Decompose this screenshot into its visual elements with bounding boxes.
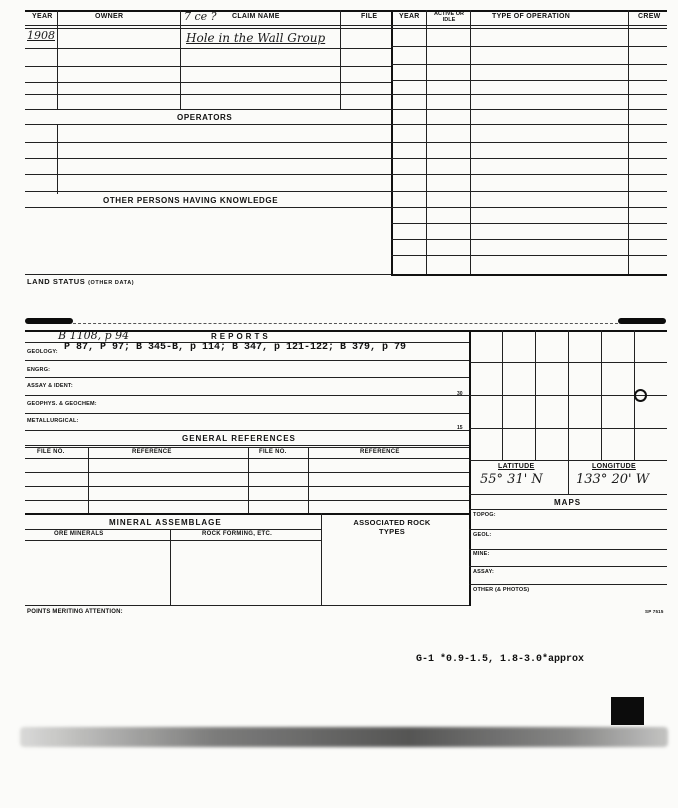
maps-geol: GEOL: xyxy=(473,532,492,538)
tick-30: 30 xyxy=(457,391,463,397)
land-status-sub: (OTHER DATA) xyxy=(88,280,135,286)
geology-label: GEOLOGY: xyxy=(27,349,58,355)
associated-rock-types-title: ASSOCIATED ROCK TYPES xyxy=(353,518,431,536)
maps-assay: ASSAY: xyxy=(473,569,495,575)
ops-crew-header: CREW xyxy=(638,13,661,20)
maps-mine: MINE: xyxy=(473,551,490,557)
metallurgical-label: METALLURGICAL: xyxy=(27,418,79,424)
tick-15: 15 xyxy=(457,425,463,431)
ore-minerals-header: ORE MINERALS xyxy=(54,531,104,537)
longitude-value: 133° 20' W xyxy=(576,472,650,487)
handwritten-year: 1908 xyxy=(27,29,55,42)
scan-black-square xyxy=(611,697,644,725)
ops-type-operation-header: TYPE OF OPERATION xyxy=(492,13,571,20)
assay-ident-label: ASSAY & IDENT: xyxy=(27,383,73,389)
col-owner-header: OWNER xyxy=(95,13,124,20)
land-status-label: LAND STATUS xyxy=(27,277,86,286)
geology-value: P 87, P 97; B 345-B, p 114; B 347, p 121-122; B 379, p 79 xyxy=(64,342,407,353)
land-status-heading xyxy=(27,277,134,286)
maps-title: MAPS xyxy=(554,498,582,507)
reference-header-1: REFERENCE xyxy=(132,449,172,455)
ops-year-header: YEAR xyxy=(399,13,420,20)
reports-title: REPORTS xyxy=(211,332,271,341)
general-references-title: GENERAL REFERENCES xyxy=(182,434,296,443)
handwritten-claim-name: Hole in the Wall Group xyxy=(186,31,326,45)
latitude-label: LATITUDE xyxy=(498,463,535,470)
ops-active-idle-header: ACTIVE OR IDLE xyxy=(434,11,464,23)
handwritten-mark: 7 ce ? xyxy=(184,10,217,23)
operators-heading: OPERATORS xyxy=(177,113,233,122)
scan-mark-top-left xyxy=(25,318,73,324)
longitude-label: LONGITUDE xyxy=(592,463,636,470)
scan-mark-top-right xyxy=(618,318,666,324)
rock-forming-header: ROCK FORMING, ETC. xyxy=(202,531,273,537)
maps-topog: TOPOG: xyxy=(473,512,496,518)
typed-note: G-1 *0.9-1.5, 1.8-3.0*approx xyxy=(416,654,585,665)
mineral-assemblage-title: MINERAL ASSEMBLAGE xyxy=(109,518,222,527)
maps-other: OTHER (& PHOTOS) xyxy=(473,587,530,593)
location-circle-mark xyxy=(634,389,647,402)
reference-header-2: REFERENCE xyxy=(360,449,400,455)
col-file-header: FILE xyxy=(361,13,378,20)
file-no-header-1: FILE NO. xyxy=(37,449,65,455)
engrg-label: ENGRG: xyxy=(27,367,51,373)
latitude-value: 55° 31' N xyxy=(480,472,543,487)
col-year-header: YEAR xyxy=(32,13,53,20)
file-no-header-2: FILE NO. xyxy=(259,449,287,455)
col-claim-name-header: CLAIM NAME xyxy=(232,13,280,20)
geophys-geochem-label: GEOPHYS. & GEOCHEM: xyxy=(27,401,97,407)
form-number: SP 7515 xyxy=(645,609,664,614)
points-meriting-attention-label: POINTS MERITING ATTENTION: xyxy=(27,609,123,615)
reports-handwritten-note: B 1108, p 94 xyxy=(58,329,130,342)
scan-noise-band xyxy=(20,727,668,747)
other-persons-heading: OTHER PERSONS HAVING KNOWLEDGE xyxy=(103,196,279,205)
